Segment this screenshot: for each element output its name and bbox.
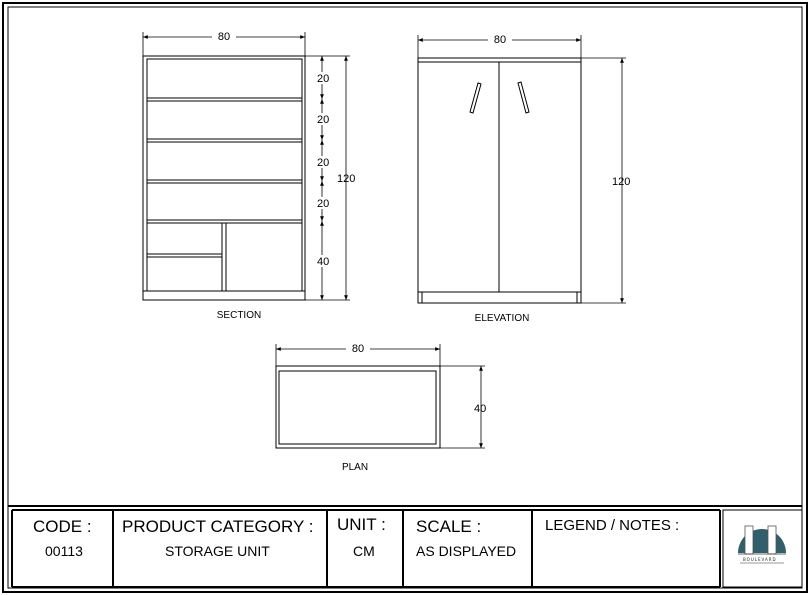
scale-title: SCALE : — [416, 517, 482, 536]
section-carcass-outline — [143, 56, 305, 300]
category-title: PRODUCT CATEGORY : — [122, 517, 314, 536]
door-handle-left — [470, 83, 481, 113]
elevation-width-label: 80 — [493, 34, 507, 46]
category-value: STORAGE UNIT — [165, 543, 270, 559]
unit-title: UNIT : — [337, 515, 386, 534]
section-shelf-label: 20 — [317, 157, 330, 169]
plan-depth-label: 40 — [474, 403, 487, 415]
unit-value: CM — [353, 543, 375, 559]
section-shelf — [147, 98, 302, 101]
section-height-label: 120 — [337, 173, 356, 185]
section-width-label: 80 — [217, 31, 231, 43]
elevation-view-label: ELEVATION — [474, 313, 530, 324]
section-shelf-label: 20 — [317, 198, 330, 210]
elevation-height-label: 120 — [612, 176, 631, 188]
plan-inner — [279, 371, 436, 444]
section-vertical-divider — [222, 223, 226, 291]
plan-view — [276, 366, 440, 448]
section-small-shelf — [147, 254, 222, 257]
plan-view-label: PLAN — [341, 462, 369, 473]
scale-value: AS DISPLAYED — [416, 543, 517, 559]
section-shelf-label: 20 — [317, 73, 330, 85]
section-carcass-inner — [147, 59, 302, 291]
plan-outline — [276, 366, 440, 448]
code-value: 00113 — [45, 543, 83, 559]
sheet-inner-border — [8, 7, 802, 588]
section-shelf — [147, 180, 302, 183]
section-shelf-label: 40 — [317, 256, 330, 268]
section-view-label: SECTION — [216, 310, 262, 321]
logo-wordmark: BOULEVARD — [743, 557, 777, 562]
plan-width-label: 80 — [351, 343, 365, 355]
plan-dimensions — [276, 344, 485, 448]
elevation-view — [418, 58, 581, 303]
elevation-dimensions — [418, 35, 626, 303]
door-handle-right — [518, 82, 529, 113]
section-shelf-label: 20 — [317, 114, 330, 126]
code-title: CODE : — [33, 517, 92, 536]
section-shelf — [147, 139, 302, 142]
legend-notes-title: LEGEND / NOTES : — [545, 517, 680, 534]
sheet-outer-border — [3, 3, 807, 592]
boulevard-logo-icon — [738, 524, 786, 572]
section-view — [143, 56, 305, 300]
